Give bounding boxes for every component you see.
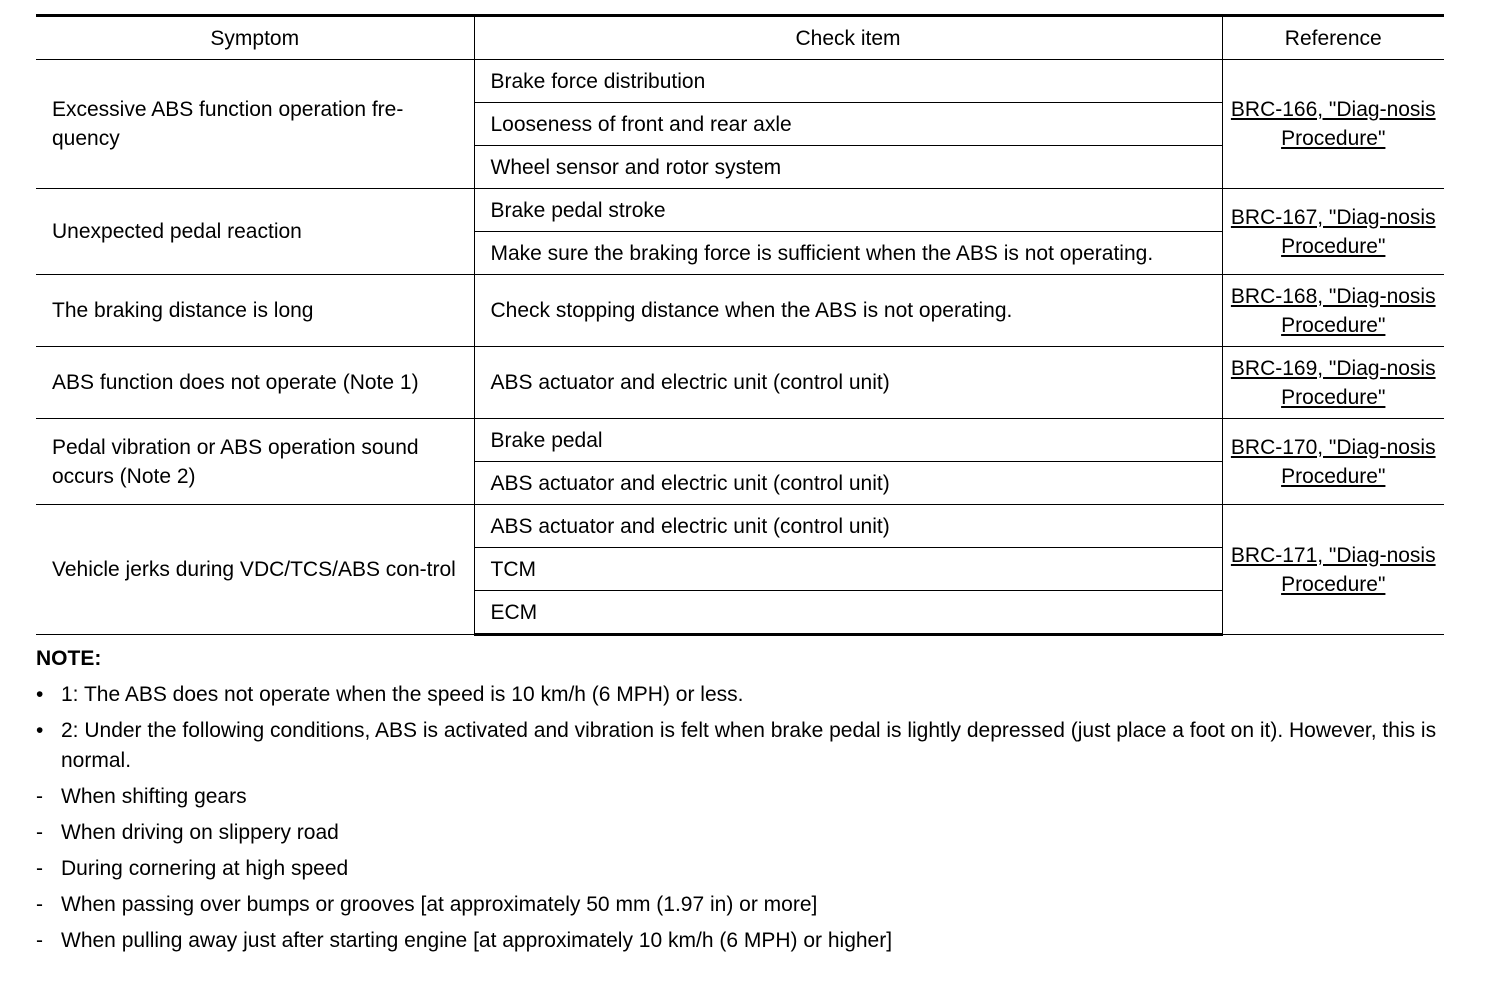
table-row — [36, 275, 1444, 347]
table-row — [36, 419, 1444, 462]
symptom-cell: The braking distance is long — [36, 275, 474, 347]
symptom-cell: Pedal vibration or ABS operation sound occurs (Note 2) — [36, 419, 474, 505]
reference-cell — [1222, 505, 1444, 635]
note-text: During cornering at high speed — [61, 857, 349, 880]
note-text: When pulling away just after starting engine [at approximately 10 km/h (6 MPH) or higher] — [61, 929, 893, 952]
dash-marker: - — [36, 821, 43, 844]
document-page — [36, 14, 1444, 956]
reference-cell — [1222, 60, 1444, 189]
check-item-cell: Wheel sensor and rotor system — [474, 146, 1222, 189]
check-item-cell: ECM — [474, 591, 1222, 635]
header-check-item: Check item — [474, 16, 1222, 60]
check-item-cell: TCM — [474, 548, 1222, 591]
check-item-cell: ABS actuator and electric unit (control unit) — [474, 347, 1222, 419]
note-item — [36, 926, 1444, 956]
notes-section — [36, 644, 1444, 956]
note-text: When passing over bumps or grooves [at approximately 50 mm (1.97 in) or more] — [61, 893, 818, 916]
note-title: NOTE: — [36, 647, 102, 670]
check-item-cell: Looseness of front and rear axle — [474, 103, 1222, 146]
note-item — [36, 854, 1444, 884]
table-header-row — [36, 16, 1444, 60]
table-row — [36, 347, 1444, 419]
check-item-cell: Brake pedal — [474, 419, 1222, 462]
reference-link[interactable]: BRC-167, "Diag-nosis Procedure" — [1230, 205, 1436, 258]
bullet-marker: • — [36, 683, 44, 706]
dash-marker: - — [36, 857, 43, 880]
check-item-cell: Brake force distribution — [474, 60, 1222, 103]
note-item — [36, 890, 1444, 920]
header-reference: Reference — [1222, 16, 1444, 60]
bullet-marker: • — [36, 719, 44, 742]
reference-cell — [1222, 189, 1444, 275]
reference-link[interactable]: BRC-170, "Diag-nosis Procedure" — [1230, 435, 1436, 488]
table-row — [36, 189, 1444, 232]
note-text: 2: Under the following conditions, ABS is activated and vibration is felt when brake pedal is lightly depressed (just place a foot on it). However, this is normal. — [61, 719, 1437, 772]
dash-marker: - — [36, 785, 43, 808]
diagnosis-table — [36, 14, 1444, 636]
symptom-cell: ABS function does not operate (Note 1) — [36, 347, 474, 419]
note-item — [36, 716, 1444, 776]
reference-cell — [1222, 275, 1444, 347]
header-symptom: Symptom — [36, 16, 474, 60]
symptom-cell: Vehicle jerks during VDC/TCS/ABS con-trol — [36, 505, 474, 635]
note-item — [36, 782, 1444, 812]
note-item — [36, 680, 1444, 710]
note-text: 1: The ABS does not operate when the speed is 10 km/h (6 MPH) or less. — [61, 683, 744, 706]
check-item-cell: ABS actuator and electric unit (control unit) — [474, 505, 1222, 548]
reference-link[interactable]: BRC-169, "Diag-nosis Procedure" — [1230, 356, 1436, 409]
reference-link[interactable]: BRC-171, "Diag-nosis Procedure" — [1230, 543, 1436, 596]
symptom-cell: Excessive ABS function operation fre-quency — [36, 60, 474, 189]
note-text: When driving on slippery road — [61, 821, 339, 844]
dash-marker: - — [36, 929, 43, 952]
check-item-cell: Check stopping distance when the ABS is not operating. — [474, 275, 1222, 347]
table-row — [36, 505, 1444, 548]
table-row — [36, 60, 1444, 103]
note-item — [36, 818, 1444, 848]
reference-link[interactable]: BRC-168, "Diag-nosis Procedure" — [1230, 284, 1436, 337]
reference-cell — [1222, 419, 1444, 505]
symptom-cell: Unexpected pedal reaction — [36, 189, 474, 275]
check-item-cell: Make sure the braking force is sufficient when the ABS is not operating. — [474, 232, 1222, 275]
check-item-cell: Brake pedal stroke — [474, 189, 1222, 232]
note-text: When shifting gears — [61, 785, 247, 808]
reference-link[interactable]: BRC-166, "Diag-nosis Procedure" — [1230, 98, 1436, 150]
reference-cell — [1222, 347, 1444, 419]
dash-marker: - — [36, 893, 43, 916]
check-item-cell: ABS actuator and electric unit (control unit) — [474, 462, 1222, 505]
